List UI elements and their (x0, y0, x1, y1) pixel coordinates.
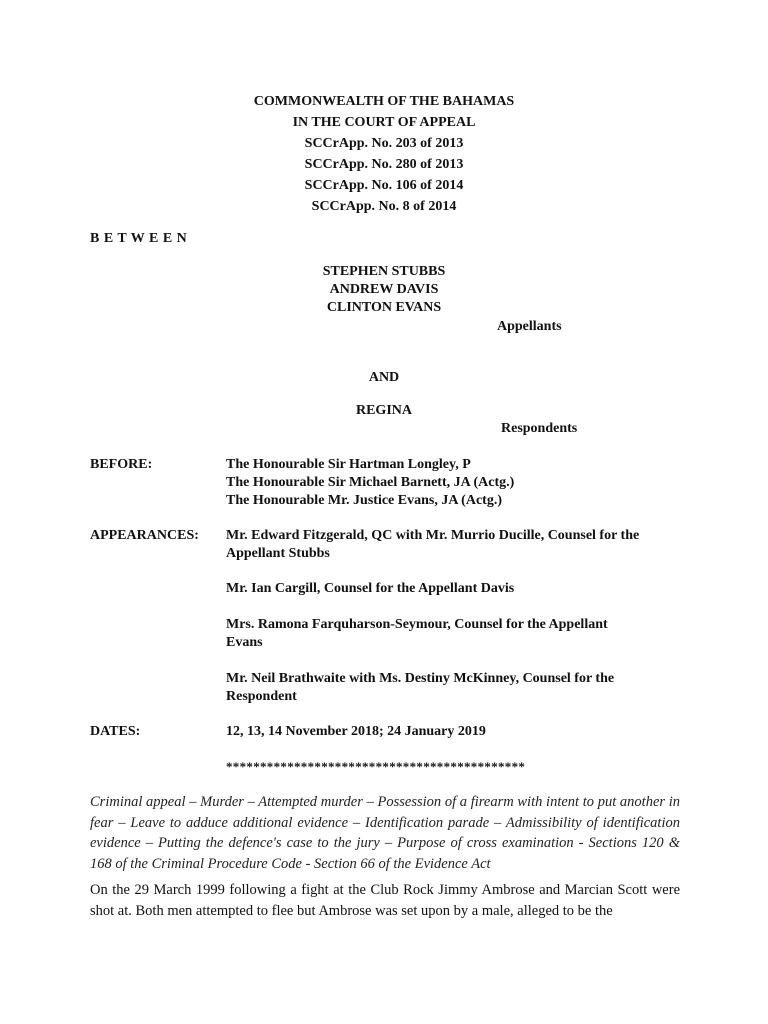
case-number-3: SCCrApp. No. 106 of 2014 (304, 178, 464, 193)
case-number-4: SCCrApp. No. 8 of 2014 (311, 199, 457, 214)
appearance-respondent-line-1: Mr. Neil Brathwaite with Ms. Destiny McKinney, Counsel for the (226, 671, 615, 686)
before-label: BEFORE: (90, 457, 153, 472)
appellant-evans: CLINTON EVANS (326, 300, 442, 315)
appearance-davis (226, 580, 686, 598)
dates-label: DATES: (90, 724, 141, 739)
appearance-respondent-line-2: Respondent (226, 689, 297, 704)
appearance-stubbs-line-2: Appellant Stubbs (226, 546, 330, 561)
respondent-regina: REGINA (355, 403, 412, 418)
appearance-respondent (226, 670, 686, 706)
appearance-davis-line: Mr. Ian Cargill, Counsel for the Appellant Davis (226, 581, 515, 596)
respondents-label: Respondents (501, 421, 578, 436)
dates-value: 12, 13, 14 November 2018; 24 January 2019 (226, 724, 486, 739)
appearance-evans-line-2: Evans (226, 635, 263, 650)
appellant-davis: ANDREW DAVIS (329, 282, 439, 297)
appearance-evans (226, 616, 686, 652)
before-judges (226, 456, 686, 510)
judgment-body-paragraph: On the 29 March 1999 following a fight at the Club Rock Jimmy Ambrose and Marcian Scott were shot at. Both men attempted to flee but Ambrose was set upon by a male, alleged to be the (90, 882, 680, 919)
judge-barnett: The Honourable Sir Michael Barnett, JA (Actg.) (226, 475, 515, 490)
and-separator: AND (368, 370, 400, 385)
appearance-stubbs-line-1: Mr. Edward Fitzgerald, QC with Mr. Murrio Ducille, Counsel for the (226, 528, 640, 543)
judge-longley: The Honourable Sir Hartman Longley, P (226, 457, 471, 472)
judge-evans: The Honourable Mr. Justice Evans, JA (Actg.) (226, 493, 502, 508)
appearance-stubbs (226, 527, 686, 563)
separator-asterisks: ******************************************** (226, 759, 526, 774)
court-jurisdiction: COMMONWEALTH OF THE BAHAMAS (253, 94, 515, 109)
case-number-1: SCCrApp. No. 203 of 2013 (304, 136, 464, 151)
between-heading: B E T W E E N (90, 231, 188, 246)
court-name: IN THE COURT OF APPEAL (292, 115, 476, 130)
appearance-evans-line-1: Mrs. Ramona Farquharson-Seymour, Counsel for the Appellant (226, 617, 608, 632)
appearances-label: APPEARANCES: (90, 528, 199, 543)
appellant-stubbs: STEPHEN STUBBS (322, 264, 446, 279)
case-summary-keywords: Criminal appeal – Murder – Attempted murder – Possession of a firearm with intent to put another in fear – Leave to adduce additional evidence – Identification parade – Admissibility of identification evidence – Putting the defence's case to the jury – Purpose of cross examination - Sections 120 & 168 of the Criminal Procedure Code - Section 66 of the Evidence Act (90, 794, 680, 872)
case-number-2: SCCrApp. No. 280 of 2013 (304, 157, 464, 172)
appellants-label: Appellants (497, 319, 562, 334)
